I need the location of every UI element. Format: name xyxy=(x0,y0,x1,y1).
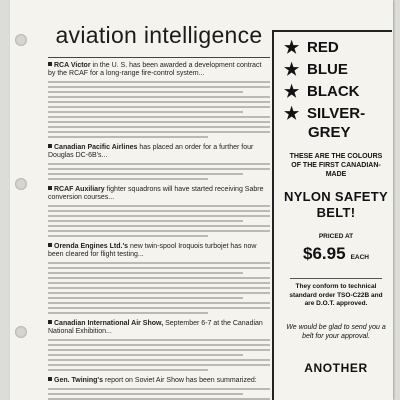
star-icon: ★ xyxy=(284,104,300,123)
masthead-rule xyxy=(48,57,270,58)
ad-invitation: We would be glad to send you a belt for your approval. xyxy=(286,323,386,340)
bullet-icon xyxy=(48,186,52,190)
star-icon: ★ xyxy=(284,60,300,79)
punch-hole-icon xyxy=(15,326,27,338)
article-body-lines xyxy=(48,163,270,180)
article-body-lines xyxy=(48,388,270,400)
ad-approval-note: They conform to technical standard order TSO-C22B and are D.O.T. approved. xyxy=(289,283,383,307)
ad-price: $6.95 xyxy=(303,244,346,263)
article-orenda xyxy=(48,243,270,314)
bullet-icon xyxy=(48,377,52,381)
ad-priced-label: PRICED AT xyxy=(318,233,354,240)
article-heading: Canadian International Air Show, September 6-7 at the Canadian National Exhibition... xyxy=(48,320,263,335)
ad-colours-line: THESE ARE THE COLOURS OF THE FIRST CANADIAN-MADE xyxy=(289,153,383,178)
article-body-lines xyxy=(48,262,270,314)
article-heading: Gen. Twining's report on Soviet Air Show has been summarized: xyxy=(48,377,270,385)
bullet-icon xyxy=(48,62,52,66)
ad-divider xyxy=(290,278,382,279)
ad-product-name: NYLON SAFETY BELT! xyxy=(284,189,388,220)
color-blue: ★ BLUE xyxy=(284,60,348,79)
article-heading: Orenda Engines Ltd.'s new twin-spool Iroquois turbojet has now been cleared for flight testing... xyxy=(48,243,257,258)
article-air-show xyxy=(48,320,270,371)
masthead: aviation intelligence xyxy=(55,22,263,48)
article-body-lines xyxy=(48,81,270,138)
punch-hole-icon xyxy=(15,34,27,46)
bullet-icon xyxy=(48,144,52,148)
color-silver: ★ SILVER- xyxy=(284,104,366,123)
star-icon: ★ xyxy=(284,82,300,101)
ad-footer-text: ANOTHER xyxy=(304,360,368,375)
ad-price-row xyxy=(284,244,388,264)
article-body-lines xyxy=(48,339,270,371)
article-cpa xyxy=(48,144,270,180)
star-icon: ★ xyxy=(284,38,300,57)
article-heading: RCA Victor in the U. S. has been awarded a development contract by the RCAF for a long-range fire-control system... xyxy=(48,62,262,77)
color-red: ★ RED xyxy=(284,38,339,57)
magazine-page xyxy=(10,0,393,400)
safety-belt-advertisement xyxy=(272,30,392,400)
news-column xyxy=(48,0,270,400)
punch-hole-icon xyxy=(15,178,27,190)
article-body-lines xyxy=(48,205,270,237)
bullet-icon xyxy=(48,320,52,324)
bullet-icon xyxy=(48,243,52,247)
article-heading: RCAF Auxiliary fighter squadrons will have started receiving Sabre conversion courses... xyxy=(48,186,264,201)
article-twining xyxy=(48,377,270,400)
ad-each-label: EACH xyxy=(350,254,369,261)
color-black: ★ BLACK xyxy=(284,82,360,101)
article-heading: Canadian Pacific Airlines has placed an order for a further four Douglas DC-6B's... xyxy=(48,144,254,159)
article-rca xyxy=(48,62,270,138)
article-rcaf xyxy=(48,186,270,237)
color-grey: GREY xyxy=(308,124,351,141)
